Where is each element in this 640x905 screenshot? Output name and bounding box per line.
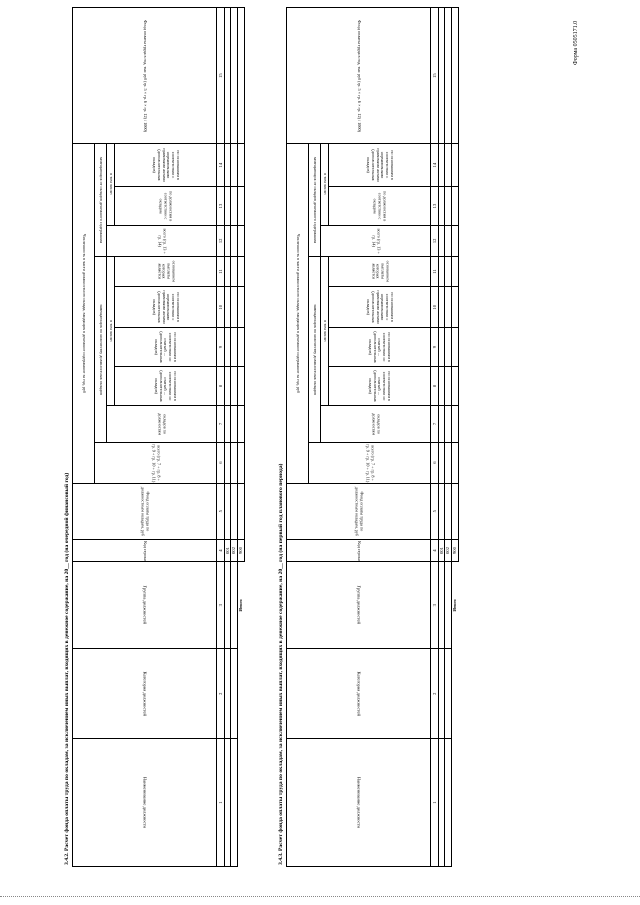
scan-edge-line bbox=[0, 896, 640, 897]
cell[interactable] bbox=[451, 287, 458, 328]
col-num: 4 bbox=[431, 539, 439, 561]
hdr-a-vtch: в том числе: bbox=[321, 256, 329, 405]
col-num: 13 bbox=[217, 187, 225, 226]
hdr-a-vtch: в том числе: bbox=[107, 256, 115, 405]
hdr-super: Численность в части должностного оклада, входящих в денежное содержание за год, руб bbox=[287, 144, 309, 483]
cell[interactable] bbox=[451, 442, 458, 483]
hdr-fot: Фонд оплаты труда по должностным окладам, руб bbox=[73, 483, 217, 539]
cell[interactable] bbox=[451, 256, 458, 287]
cell[interactable] bbox=[451, 8, 458, 144]
col-num: 11 bbox=[217, 256, 225, 287]
cell[interactable] bbox=[451, 187, 458, 226]
hdr-code: Код строки bbox=[73, 539, 217, 561]
cell[interactable] bbox=[237, 225, 244, 256]
cell[interactable] bbox=[237, 144, 244, 187]
cell[interactable] bbox=[451, 483, 458, 539]
hdr-total: всего (гр. 7 + гр. 8 + гр. 9 + гр. 10 + гр. 11) bbox=[309, 442, 431, 483]
cell[interactable] bbox=[237, 367, 244, 406]
hdr-b-col14: по основаниям в соответствии с нормативными правовыми актами (дополнительных окладов) bbox=[115, 144, 217, 187]
hdr-b-col12: всего (гр. 13 + гр. 14) bbox=[107, 225, 217, 256]
col-num: 2 bbox=[431, 649, 439, 739]
hdr-a-col9: по основаниям в соответствии со статьей ... (дополнительных окладов) bbox=[115, 328, 217, 367]
hdr-name: Наименование должности bbox=[287, 739, 431, 867]
row-code: 001 bbox=[225, 539, 231, 561]
cell[interactable] bbox=[237, 287, 244, 328]
cell[interactable] bbox=[237, 328, 244, 367]
col-num: 10 bbox=[217, 287, 225, 328]
hdr-a-col7: окладов по должностям bbox=[107, 405, 217, 442]
form-id: Форма 0505171.0 bbox=[573, 20, 579, 65]
col-num: 11 bbox=[431, 256, 439, 287]
cell[interactable] bbox=[237, 187, 244, 226]
hdr-group-a: замещающих по количеству должностных окладов bbox=[95, 256, 107, 442]
col-num: 3 bbox=[431, 562, 439, 649]
col-num: 15 bbox=[217, 8, 225, 144]
col-num: 13 bbox=[431, 187, 439, 226]
col-num: 9 bbox=[431, 328, 439, 367]
hdr-group-a: замещающих по количеству должностных окладов bbox=[309, 256, 321, 442]
cell[interactable] bbox=[451, 405, 458, 442]
hdr-a-col9: по основаниям в соответствии со статьей ... (дополнительных окладов) bbox=[329, 328, 431, 367]
hdr-super: Численность в части должностного оклада, входящих в денежное содержание за год, руб bbox=[73, 144, 95, 483]
col-num: 14 bbox=[217, 144, 225, 187]
hdr-total: всего (гр. 7 + гр. 8 + гр. 9 + гр. 10 + гр. 11) bbox=[95, 442, 217, 483]
col-num: 3 bbox=[217, 562, 225, 649]
col-num: 8 bbox=[431, 367, 439, 406]
hdr-name: Наименование должности bbox=[73, 739, 217, 867]
col-num: 7 bbox=[217, 405, 225, 442]
col-num: 4 bbox=[217, 539, 225, 561]
cell[interactable] bbox=[451, 328, 458, 367]
hdr-fot-year: Фонд оплаты труда в год, тыс руб (гр. 5 × гр. 6 × гр. 12) / 1000) bbox=[73, 8, 217, 144]
col-num: 8 bbox=[217, 367, 225, 406]
col-num: 5 bbox=[217, 483, 225, 539]
hdr-b-vtch: в том числе: bbox=[321, 144, 329, 226]
hdr-b-col12: всего (гр. 13 + гр. 14) bbox=[321, 225, 431, 256]
cell[interactable] bbox=[451, 367, 458, 406]
row-code: 002 bbox=[445, 539, 451, 561]
hdr-category: Категория должностей bbox=[73, 649, 217, 739]
col-num: 6 bbox=[431, 442, 439, 483]
row-code: 001 bbox=[439, 539, 445, 561]
hdr-b-col13: по должностям в соответствии с окладом bbox=[329, 187, 431, 226]
row-code: 900 bbox=[451, 539, 458, 561]
cell[interactable] bbox=[237, 442, 244, 483]
itogo-row bbox=[451, 8, 458, 867]
section-table-2 bbox=[286, 7, 459, 867]
hdr-b-col13: по должностям в соответствии с окладом bbox=[115, 187, 217, 226]
cell[interactable] bbox=[237, 405, 244, 442]
col-num: 5 bbox=[431, 483, 439, 539]
itogo-label: Итого bbox=[238, 599, 244, 612]
col-num: 9 bbox=[217, 328, 225, 367]
col-num: 15 bbox=[431, 8, 439, 144]
hdr-group: Группа должностей bbox=[73, 562, 217, 649]
hdr-group: Группа должностей bbox=[287, 562, 431, 649]
cell[interactable] bbox=[237, 483, 244, 539]
col-num: 10 bbox=[431, 287, 439, 328]
section-title-2: 3.4.3. Расчет фонда оплаты труда по окладам, за исключением иных выплат, входящих в денежное содержание, на 20__ год (на первый год планового периода) bbox=[278, 463, 284, 865]
row-code: 900 bbox=[237, 539, 244, 561]
cell[interactable] bbox=[451, 225, 458, 256]
hdr-a-col8: по основаниям в соответствии со статьей ... (дополнительных окладов) bbox=[329, 367, 431, 406]
hdr-a-col7: окладов по должностям bbox=[321, 405, 431, 442]
hdr-a-col10: по основаниям в соответствии с нормативными правовыми актами (дополнительных окладов) bbox=[115, 287, 217, 328]
cell[interactable] bbox=[451, 144, 458, 187]
section-title-1: 3.4.2. Расчет фонда оплаты труда по окладам, за исключением иных выплат, входящих в денежное содержание, на 20__ год (на очередной финансовый год) bbox=[64, 472, 70, 865]
hdr-a-col10: по основаниям в соответствии с нормативными правовыми актами (дополнительных окладов) bbox=[329, 287, 431, 328]
col-num: 1 bbox=[431, 739, 439, 867]
hdr-group-b: замещающих от окладов денежного содержания bbox=[95, 144, 107, 257]
hdr-fot: Фонд оплаты труда по должностным окладам, руб bbox=[287, 483, 431, 539]
col-num: 14 bbox=[431, 144, 439, 187]
col-num: 12 bbox=[217, 225, 225, 256]
col-number-row bbox=[431, 8, 439, 867]
itogo-row bbox=[237, 8, 244, 867]
section-table-1 bbox=[72, 7, 245, 867]
col-num: 2 bbox=[217, 649, 225, 739]
hdr-group-b: замещающих от окладов денежного содержания bbox=[309, 144, 321, 257]
col-num: 7 bbox=[431, 405, 439, 442]
hdr-a-col8: по основаниям в соответствии со статьей ... (дополнительных окладов) bbox=[115, 367, 217, 406]
col-num: 1 bbox=[217, 739, 225, 867]
hdr-fot-year: Фонд оплаты труда в год, тыс руб (гр. 5 × гр. 6 × гр. 12) / 1000) bbox=[287, 8, 431, 144]
hdr-a-col11: основанием выплаты которых является bbox=[115, 256, 217, 287]
hdr-code: Код строки bbox=[287, 539, 431, 561]
hdr-category: Категория должностей bbox=[287, 649, 431, 739]
hdr-a-col11: основанием выплаты которых является bbox=[329, 256, 431, 287]
hdr-b-vtch: в том числе: bbox=[107, 144, 115, 226]
hdr-b-col14: по основаниям в соответствии с нормативными правовыми актами (дополнительных окладов) bbox=[329, 144, 431, 187]
col-num: 6 bbox=[217, 442, 225, 483]
cell[interactable] bbox=[237, 256, 244, 287]
col-num: 12 bbox=[431, 225, 439, 256]
col-number-row bbox=[217, 8, 225, 867]
row-code: 002 bbox=[231, 539, 237, 561]
cell[interactable] bbox=[237, 8, 244, 144]
itogo-label: Итого bbox=[452, 599, 458, 612]
